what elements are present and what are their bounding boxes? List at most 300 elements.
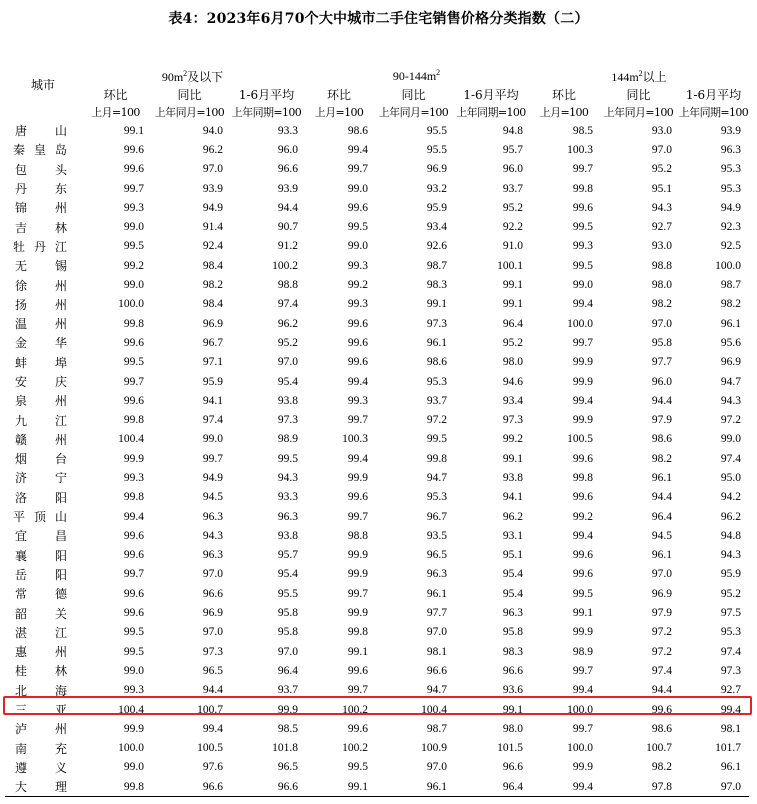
city-char: 唐 <box>15 124 28 139</box>
value-cell: 92.5 <box>720 240 741 253</box>
base-label: 上年同月=100 <box>154 106 225 119</box>
value-cell: 98.6 <box>651 722 672 735</box>
value-cell: 99.6 <box>347 664 368 677</box>
value-cell: 99.5 <box>347 761 368 774</box>
city-char: 九 <box>15 413 28 428</box>
value-cell: 97.2 <box>651 645 672 658</box>
city-char: 大 <box>15 780 28 795</box>
value-cell: 94.7 <box>426 471 447 484</box>
value-cell: 99.6 <box>123 587 144 600</box>
value-cell: 96.9 <box>720 356 741 369</box>
base-label: 上年同月=100 <box>378 106 449 119</box>
city-cell <box>5 661 81 680</box>
city-char: 阳 <box>54 548 67 563</box>
city-cell <box>5 275 81 294</box>
city-char: 阳 <box>54 567 67 582</box>
value-cell: 93.3 <box>277 124 298 137</box>
subheader-yoy: 同比 <box>177 88 202 102</box>
city-char: 平 <box>13 510 26 525</box>
value-cell: 99.4 <box>347 452 368 465</box>
city-cell <box>5 372 81 391</box>
table-row <box>5 121 749 140</box>
value-cell: 98.3 <box>426 279 447 292</box>
value-cell: 99.5 <box>572 587 593 600</box>
value-cell: 96.3 <box>202 510 223 523</box>
value-cell: 96.1 <box>426 587 447 600</box>
city-cell <box>5 121 81 140</box>
value-cell: 99.4 <box>572 529 593 542</box>
table-row <box>5 372 749 391</box>
value-cell: 97.3 <box>426 317 447 330</box>
city-char: 岳 <box>15 567 28 582</box>
subheader-mom: 环比 <box>551 88 576 102</box>
city-cell <box>5 623 81 642</box>
value-cell: 92.4 <box>202 240 223 253</box>
value-cell: 96.6 <box>426 664 447 677</box>
city-cell <box>5 526 81 545</box>
city-char: 山 <box>54 124 67 139</box>
table-title: 表4：2023年6月70个大中城市二手住宅销售价格分类指数（二） <box>168 11 589 27</box>
value-cell: 96.1 <box>426 336 447 349</box>
value-cell: 98.2 <box>651 298 672 311</box>
city-cell <box>5 179 81 198</box>
value-cell: 97.0 <box>426 761 447 774</box>
city-cell <box>5 160 81 179</box>
value-cell: 93.9 <box>720 124 741 137</box>
table-row <box>5 275 749 294</box>
value-cell: 99.0 <box>123 664 144 677</box>
value-cell: 91.4 <box>202 221 223 234</box>
value-cell: 99.6 <box>123 163 144 176</box>
base-label: 上年同期=100 <box>456 106 526 119</box>
value-cell: 95.8 <box>651 336 672 349</box>
value-cell: 95.3 <box>426 375 447 388</box>
value-cell: 97.0 <box>426 626 447 639</box>
value-cell: 99.5 <box>123 626 144 639</box>
value-cell: 99.3 <box>572 240 593 253</box>
value-cell: 98.1 <box>720 722 741 735</box>
value-cell: 94.4 <box>202 684 223 697</box>
value-cell: 97.0 <box>651 568 672 581</box>
subheader-mom: 环比 <box>103 88 128 102</box>
table-row <box>5 584 749 603</box>
table-row <box>5 295 749 314</box>
table-row <box>5 507 749 526</box>
value-cell: 99.1 <box>502 298 523 311</box>
value-cell: 99.7 <box>572 664 593 677</box>
value-cell: 96.0 <box>277 143 298 156</box>
city-char: 头 <box>54 162 67 177</box>
value-cell: 96.5 <box>277 761 298 774</box>
city-cell <box>5 546 81 565</box>
value-cell: 95.5 <box>277 587 298 600</box>
value-cell: 96.6 <box>502 664 523 677</box>
table-body <box>5 121 749 797</box>
value-cell: 99.2 <box>502 433 523 446</box>
value-cell: 98.7 <box>426 259 447 272</box>
value-cell: 98.5 <box>572 124 593 137</box>
value-cell: 95.7 <box>502 143 523 156</box>
value-cell: 96.3 <box>202 549 223 562</box>
value-cell: 93.6 <box>502 684 523 697</box>
value-cell: 94.7 <box>720 375 741 388</box>
value-cell: 94.5 <box>202 491 223 504</box>
value-cell: 99.9 <box>572 626 593 639</box>
value-cell: 95.4 <box>277 375 298 388</box>
value-cell: 101.7 <box>715 742 741 755</box>
subheader-avg: 1-6月平均 <box>463 88 519 102</box>
value-cell: 100.2 <box>342 703 368 716</box>
value-cell: 99.5 <box>277 452 298 465</box>
value-cell: 96.9 <box>426 163 447 176</box>
table-row <box>5 661 749 680</box>
value-cell: 99.8 <box>123 414 144 427</box>
city-char: 吉 <box>15 220 28 235</box>
city-char: 常 <box>15 587 28 602</box>
value-cell: 99.3 <box>347 298 368 311</box>
city-char: 扬 <box>15 297 28 312</box>
value-cell: 98.0 <box>502 722 523 735</box>
city-char: 阳 <box>54 490 67 505</box>
city-char: 洛 <box>15 490 28 505</box>
table-row <box>5 160 749 179</box>
value-cell: 97.5 <box>720 607 741 620</box>
value-cell: 96.1 <box>651 549 672 562</box>
value-cell: 99.8 <box>123 317 144 330</box>
subheader-yoy: 同比 <box>626 88 651 102</box>
value-cell: 99.5 <box>572 259 593 272</box>
city-char: 皇 <box>33 143 46 158</box>
value-cell: 94.3 <box>202 529 223 542</box>
value-cell: 96.6 <box>150 777 229 797</box>
group-header-medium: $90-144m^2$ <box>392 68 441 83</box>
value-cell: 94.4 <box>651 491 672 504</box>
value-cell: 99.8 <box>426 452 447 465</box>
value-cell: 97.3 <box>202 645 223 658</box>
value-cell: 99.8 <box>572 471 593 484</box>
city-cell <box>5 391 81 410</box>
value-cell: 99.9 <box>123 452 144 465</box>
city-char: 林 <box>54 664 67 679</box>
value-cell: 95.0 <box>720 471 741 484</box>
value-cell: 91.0 <box>502 240 523 253</box>
value-cell: 100.9 <box>421 742 447 755</box>
city-char: 宜 <box>15 529 28 544</box>
city-char: 济 <box>15 471 28 486</box>
city-cell <box>5 353 81 372</box>
city-cell <box>5 777 81 797</box>
value-cell: 97.6 <box>202 761 223 774</box>
value-cell: 99.0 <box>347 182 368 195</box>
value-cell: 98.5 <box>277 722 298 735</box>
value-cell: 94.1 <box>502 491 523 504</box>
value-cell: 99.3 <box>123 471 144 484</box>
value-cell: 95.8 <box>277 626 298 639</box>
value-cell: 99.5 <box>123 240 144 253</box>
city-cell <box>5 488 81 507</box>
city-char: 海 <box>54 683 67 698</box>
city-cell <box>5 256 81 275</box>
value-cell: 98.6 <box>426 356 447 369</box>
table-row <box>5 198 749 217</box>
city-header-base <box>5 103 81 121</box>
city-char: 赣 <box>15 432 28 447</box>
value-cell: 97.8 <box>599 777 678 797</box>
value-cell: 98.2 <box>651 452 672 465</box>
value-cell: 99.6 <box>347 722 368 735</box>
city-char: 华 <box>54 336 67 351</box>
value-cell: 97.3 <box>720 664 741 677</box>
value-cell: 100.5 <box>567 433 593 446</box>
group-header-large: $144m^2$以上 <box>611 68 667 84</box>
value-cell: 93.8 <box>502 471 523 484</box>
value-cell: 99.1 <box>304 777 374 797</box>
value-cell: 94.2 <box>720 491 741 504</box>
subheader-mom: 环比 <box>326 88 351 102</box>
table-row <box>5 391 749 410</box>
value-cell: 93.2 <box>426 182 447 195</box>
subheader-yoy: 同比 <box>401 88 426 102</box>
value-cell: 96.1 <box>720 761 741 774</box>
city-char: 庆 <box>54 375 67 389</box>
value-cell: 99.6 <box>572 201 593 214</box>
value-cell: 99.6 <box>572 452 593 465</box>
value-cell: 98.2 <box>651 761 672 774</box>
value-cell: 96.5 <box>426 549 447 562</box>
value-cell: 99.9 <box>572 414 593 427</box>
table-row <box>5 353 749 372</box>
city-char: 义 <box>54 760 67 775</box>
city-char: 遵 <box>15 760 28 775</box>
value-cell: 94.1 <box>202 394 223 407</box>
group-header-small: $90m^2$及以下 <box>161 68 224 84</box>
city-char: 州 <box>54 432 67 447</box>
city-char: 州 <box>54 645 67 660</box>
value-cell: 100.5 <box>197 742 223 755</box>
city-char: 埠 <box>54 355 67 370</box>
city-cell <box>5 333 81 352</box>
value-cell: 98.3 <box>502 645 523 658</box>
value-cell: 93.8 <box>277 394 298 407</box>
city-char: 丹 <box>33 239 46 254</box>
value-cell: 95.5 <box>426 143 447 156</box>
city-char: 昌 <box>54 529 67 544</box>
city-cell <box>5 314 81 333</box>
table-row <box>5 237 749 256</box>
value-cell: 98.0 <box>651 279 672 292</box>
value-cell: 96.6 <box>202 587 223 600</box>
value-cell: 97.9 <box>651 414 672 427</box>
value-cell: 99.7 <box>572 163 593 176</box>
city-char: 锦 <box>15 201 28 216</box>
value-cell: 99.0 <box>123 221 144 234</box>
value-cell: 98.2 <box>202 279 223 292</box>
city-char: 州 <box>54 201 67 216</box>
city-char: 州 <box>54 722 67 737</box>
value-cell: 99.4 <box>572 298 593 311</box>
value-cell: 93.9 <box>202 182 223 195</box>
value-cell: 99.5 <box>572 221 593 234</box>
city-char: 南 <box>15 741 28 756</box>
value-cell: 95.5 <box>426 124 447 137</box>
value-cell: 99.7 <box>572 336 593 349</box>
base-label: 上月=100 <box>539 106 589 119</box>
value-cell: 93.0 <box>651 124 672 137</box>
value-cell: 97.3 <box>502 414 523 427</box>
value-cell: 96.0 <box>651 375 672 388</box>
value-cell: 100.7 <box>197 703 223 716</box>
city-char: 江 <box>54 239 67 254</box>
city-char: 泉 <box>15 394 28 409</box>
value-cell: 96.4 <box>453 777 529 797</box>
value-cell: 97.3 <box>277 414 298 427</box>
city-char: 温 <box>15 317 28 332</box>
value-cell: 99.6 <box>123 549 144 562</box>
city-char: 徐 <box>15 278 28 293</box>
table-row <box>5 449 749 468</box>
value-cell: 99.6 <box>123 394 144 407</box>
value-cell: 99.9 <box>347 568 368 581</box>
city-cell <box>5 198 81 217</box>
value-cell: 98.4 <box>202 259 223 272</box>
value-cell: 99.1 <box>426 298 447 311</box>
value-cell: 96.9 <box>202 317 223 330</box>
value-cell: 99.1 <box>347 645 368 658</box>
table-row <box>5 179 749 198</box>
city-cell <box>5 507 81 526</box>
city-cell <box>5 681 81 700</box>
value-cell: 100.0 <box>567 742 593 755</box>
value-cell: 99.1 <box>502 279 523 292</box>
value-cell: 95.4 <box>502 568 523 581</box>
value-cell: 99.8 <box>347 626 368 639</box>
value-cell: 94.3 <box>651 201 672 214</box>
table-row <box>5 314 749 333</box>
value-cell: 99.6 <box>123 336 144 349</box>
city-char: 理 <box>54 780 67 795</box>
value-cell: 93.4 <box>426 221 447 234</box>
base-label: 上月=100 <box>314 106 364 119</box>
city-cell <box>5 719 81 738</box>
value-cell: 95.2 <box>651 163 672 176</box>
value-cell: 100.4 <box>421 703 447 716</box>
value-cell: 99.6 <box>347 336 368 349</box>
value-cell: 100.4 <box>118 433 144 446</box>
value-cell: 99.7 <box>572 722 593 735</box>
value-cell: 93.9 <box>277 182 298 195</box>
city-char: 无 <box>15 259 28 274</box>
value-cell: 100.3 <box>342 433 368 446</box>
value-cell: 99.0 <box>123 279 144 292</box>
city-cell <box>5 739 81 758</box>
base-label: 上年同月=100 <box>603 106 674 119</box>
value-cell: 97.0 <box>651 317 672 330</box>
value-cell: 97.2 <box>651 626 672 639</box>
value-cell: 100.0 <box>567 317 593 330</box>
table-row <box>5 642 749 661</box>
value-cell: 99.6 <box>123 529 144 542</box>
city-char: 牡 <box>13 239 26 254</box>
value-cell: 97.0 <box>651 143 672 156</box>
value-cell: 96.2 <box>720 510 741 523</box>
value-cell: 96.4 <box>651 510 672 523</box>
base-label: 上年同期=100 <box>231 106 302 119</box>
value-cell: 99.9 <box>572 761 593 774</box>
value-cell: 101.8 <box>272 742 298 755</box>
value-cell: 99.3 <box>123 201 144 214</box>
table-row <box>5 217 749 236</box>
value-cell: 99.4 <box>123 510 144 523</box>
city-char: 包 <box>15 162 28 177</box>
base-label: 上年同期=100 <box>678 106 749 119</box>
value-cell: 95.8 <box>277 607 298 620</box>
value-cell: 93.7 <box>502 182 523 195</box>
value-cell: 99.9 <box>347 471 368 484</box>
value-cell: 94.4 <box>651 684 672 697</box>
value-cell: 99.6 <box>572 491 593 504</box>
value-cell: 94.6 <box>502 375 523 388</box>
value-cell: 98.6 <box>347 124 368 137</box>
value-cell: 96.5 <box>202 664 223 677</box>
value-cell: 100.4 <box>118 703 144 716</box>
value-cell: 96.4 <box>277 664 298 677</box>
city-cell <box>5 410 81 429</box>
value-cell: 99.5 <box>123 356 144 369</box>
value-cell: 96.1 <box>720 317 741 330</box>
value-cell: 95.1 <box>651 182 672 195</box>
value-cell: 98.8 <box>347 529 368 542</box>
value-cell: 92.7 <box>651 221 672 234</box>
city-header: 城市 <box>30 78 55 92</box>
value-cell: 99.1 <box>572 607 593 620</box>
value-cell: 98.7 <box>426 722 447 735</box>
city-cell <box>5 642 81 661</box>
city-char: 秦 <box>13 143 26 158</box>
value-cell: 97.0 <box>202 163 223 176</box>
city-char: 北 <box>15 683 28 698</box>
value-cell: 96.3 <box>426 568 447 581</box>
value-cell: 100.0 <box>567 703 593 716</box>
city-cell <box>5 140 81 159</box>
value-cell: 96.4 <box>502 317 523 330</box>
value-cell: 97.2 <box>426 414 447 427</box>
value-cell: 95.3 <box>426 491 447 504</box>
city-char: 烟 <box>15 452 28 467</box>
city-char: 丹 <box>15 182 28 197</box>
value-cell: 94.9 <box>202 471 223 484</box>
value-cell: 100.0 <box>715 259 741 272</box>
city-char: 江 <box>54 413 67 428</box>
value-cell: 99.9 <box>347 607 368 620</box>
value-cell: 93.1 <box>502 529 523 542</box>
value-cell: 99.6 <box>347 356 368 369</box>
value-cell: 95.9 <box>720 568 741 581</box>
value-cell: 98.1 <box>426 645 447 658</box>
value-cell: 92.2 <box>502 221 523 234</box>
city-char: 湛 <box>15 625 28 640</box>
value-cell: 99.6 <box>123 607 144 620</box>
value-cell: 99.2 <box>347 279 368 292</box>
value-cell: 95.3 <box>720 182 741 195</box>
value-cell: 99.9 <box>123 722 144 735</box>
value-cell: 95.2 <box>502 201 523 214</box>
value-cell: 95.4 <box>502 587 523 600</box>
value-cell: 100.7 <box>646 742 672 755</box>
city-char: 锡 <box>54 259 67 274</box>
value-cell: 90.7 <box>277 221 298 234</box>
city-char: 顶 <box>33 510 46 525</box>
value-cell: 96.3 <box>720 143 741 156</box>
